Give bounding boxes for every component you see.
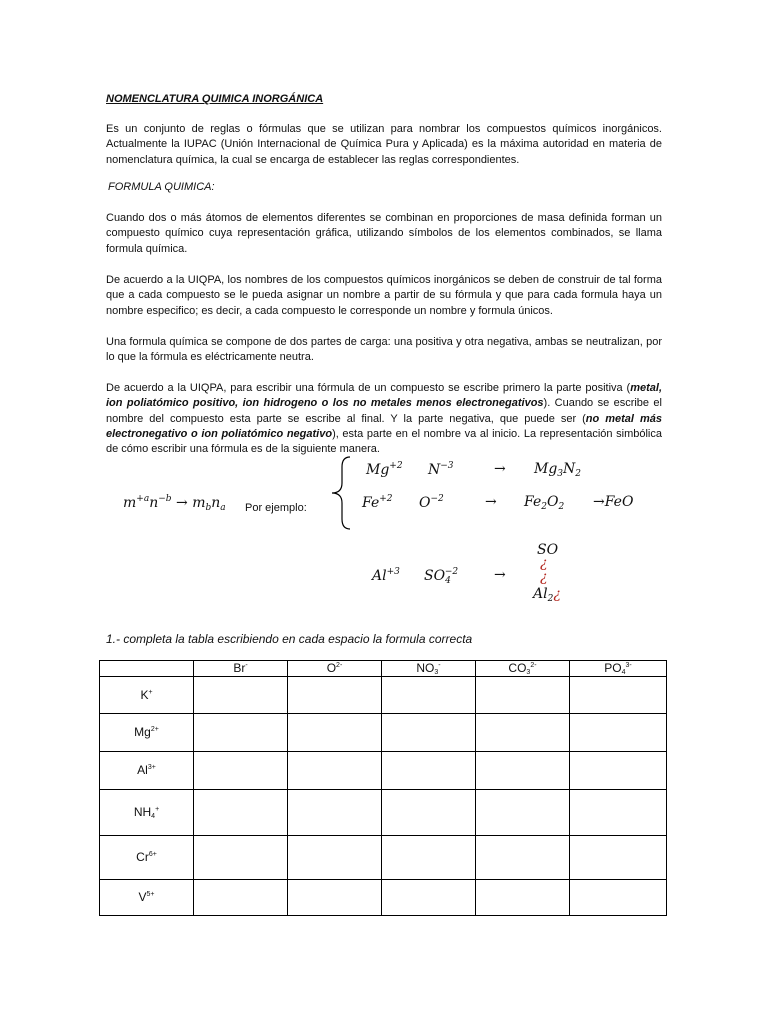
page-title: NOMENCLATURA QUIMICA INORGÁNICA xyxy=(106,93,324,105)
anion-header: $CO_3^{2-}$ xyxy=(476,661,570,677)
answer-cell[interactable] xyxy=(476,790,570,836)
intro-paragraph: Es un conjunto de reglas o fórmulas que se utilizan para nombrar los compuestos químicos inorgánicos. Actualmente la IUPAC (Unión Internacional de Química Pura y Aplicada) es la máxima autoridad en materia de nomenclatura química, la cual se encarga de establecer las reglas correspondientes. xyxy=(106,123,662,166)
answer-cell[interactable] xyxy=(288,677,382,714)
table-row xyxy=(100,880,667,916)
answer-cell[interactable] xyxy=(476,677,570,714)
ex1-arrow: → xyxy=(494,461,506,477)
definition-paragraph: Cuando dos o más átomos de elementos diferentes se combinan en proporciones de masa definida forman un compuesto químico cuya representación gráfica, utilizando símbolos de los elementos combinados, se llama formula química. xyxy=(106,212,662,255)
brace-icon xyxy=(326,453,356,533)
ex3-arrow: → xyxy=(494,567,506,583)
answer-cell[interactable] xyxy=(288,880,382,916)
ex1-anion: $N^{-3}$ xyxy=(428,461,454,478)
ion-table xyxy=(99,660,667,916)
ex1-cation: $Mg^{+2}$ xyxy=(366,461,403,478)
ex3-product-mid2: ¿ xyxy=(540,569,548,585)
table-row xyxy=(100,677,667,714)
anion-header: $NO_3^-$ xyxy=(382,661,476,677)
cation-label: $Cr^{6+}$ xyxy=(100,836,194,880)
rule-text-2: ). Cuando se escribe el nombre del compuesto esta parte se escribe al final. Y la parte negativa, que puede ser ( xyxy=(106,397,662,425)
ex2-arrow: → xyxy=(485,494,497,510)
ex2-product: $Fe_2O_2$ xyxy=(524,494,565,512)
answer-cell[interactable] xyxy=(570,752,667,790)
answer-cell[interactable] xyxy=(194,677,288,714)
answer-cell[interactable] xyxy=(288,714,382,752)
rule-text-3: ), esta parte en el nombre va al inicio. La representación simbólica de cómo escribir una fórmula es de la siguiente manera. xyxy=(106,427,662,456)
answer-cell[interactable] xyxy=(570,880,667,916)
cation-label: $NH_4^+$ xyxy=(100,790,194,836)
charge-paragraph: Una formula química se compone de dos partes de carga: una positiva y otra negativa, ambas se neutralizan, por lo que la fórmula es eléctricamente neutra. xyxy=(106,336,662,364)
uiqpa-paragraph: De acuerdo a la UIQPA, los nombres de los compuestos químicos inorgánicos se deben de construir de tal forma que a cada compuesto se le pueda asignar un nombre a partir de su fórmula y que para cada formula haya un nombre especifico; es decir, a cada compuesto le corresponde un nombre y formula únicos. xyxy=(106,274,662,317)
ex3-cation: $Al^{+3}$ xyxy=(372,567,400,584)
answer-cell[interactable] xyxy=(288,790,382,836)
answer-cell[interactable] xyxy=(288,836,382,880)
answer-cell[interactable] xyxy=(382,880,476,916)
answer-cell[interactable] xyxy=(476,714,570,752)
answer-cell[interactable] xyxy=(382,677,476,714)
answer-cell[interactable] xyxy=(570,836,667,880)
answer-cell[interactable] xyxy=(194,836,288,880)
ex1-product: $Mg_3N_2$ xyxy=(534,461,582,479)
cation-label: $Mg^{2+}$ xyxy=(100,714,194,752)
cation-label: $V^{5+}$ xyxy=(100,880,194,916)
answer-cell[interactable] xyxy=(382,714,476,752)
writing-rule-paragraph xyxy=(106,381,662,457)
ex3-anion: $SO_4^{-2}$ xyxy=(424,567,459,586)
rule-positive-part: metal, ion poliatómico positivo, ion hidrogeno o los no metales menos electronegativos xyxy=(106,382,662,410)
answer-cell[interactable] xyxy=(476,836,570,880)
answer-cell[interactable] xyxy=(382,836,476,880)
answer-cell[interactable] xyxy=(570,714,667,752)
answer-cell[interactable] xyxy=(194,714,288,752)
table-row xyxy=(100,790,667,836)
table-row xyxy=(100,752,667,790)
anion-header: Br- xyxy=(194,661,288,677)
answer-cell[interactable] xyxy=(476,880,570,916)
answer-cell[interactable] xyxy=(194,880,288,916)
ex3-product-mid1: ¿ xyxy=(540,555,548,571)
answer-cell[interactable] xyxy=(570,790,667,836)
cation-label: K+ xyxy=(100,677,194,714)
ex2-simplified: →FeO xyxy=(593,494,634,510)
corner-cell xyxy=(100,661,194,677)
answer-cell[interactable] xyxy=(476,752,570,790)
ex2-anion: $O^{-2}$ xyxy=(419,494,444,511)
ex3-product-top: SO xyxy=(537,542,559,558)
table-header-row xyxy=(100,661,667,677)
anion-header: $PO_4^{3-}$ xyxy=(570,661,667,677)
answer-cell[interactable] xyxy=(570,677,667,714)
answer-cell[interactable] xyxy=(382,790,476,836)
rule-negative-part: no metal más electronegativo o ion poliatómico negativo xyxy=(106,412,662,440)
exercise-instruction: 1.- completa la tabla escribiendo en cada espacio la formula correcta xyxy=(106,632,473,646)
rule-text-1: De acuerdo a la UIQPA, para escribir una fórmula de un compuesto se escribe primero la parte positiva ( xyxy=(106,382,631,394)
table-row xyxy=(100,714,667,752)
cation-label: $Al^{3+}$ xyxy=(100,752,194,790)
general-formula: $m^{+a}n^{-b} \to m_bn_a$ xyxy=(123,494,226,513)
answer-cell[interactable] xyxy=(194,790,288,836)
answer-cell[interactable] xyxy=(288,752,382,790)
por-ejemplo-label: Por ejemplo: xyxy=(245,502,307,514)
answer-cell[interactable] xyxy=(382,752,476,790)
table-row xyxy=(100,836,667,880)
section-subtitle: FORMULA QUIMICA: xyxy=(108,181,215,193)
ex3-product-bottom: $Al_2¿$ xyxy=(533,586,561,604)
anion-header: $O^{2-}$ xyxy=(288,661,382,677)
ex2-cation: $Fe^{+2}$ xyxy=(362,494,393,511)
answer-cell[interactable] xyxy=(194,752,288,790)
